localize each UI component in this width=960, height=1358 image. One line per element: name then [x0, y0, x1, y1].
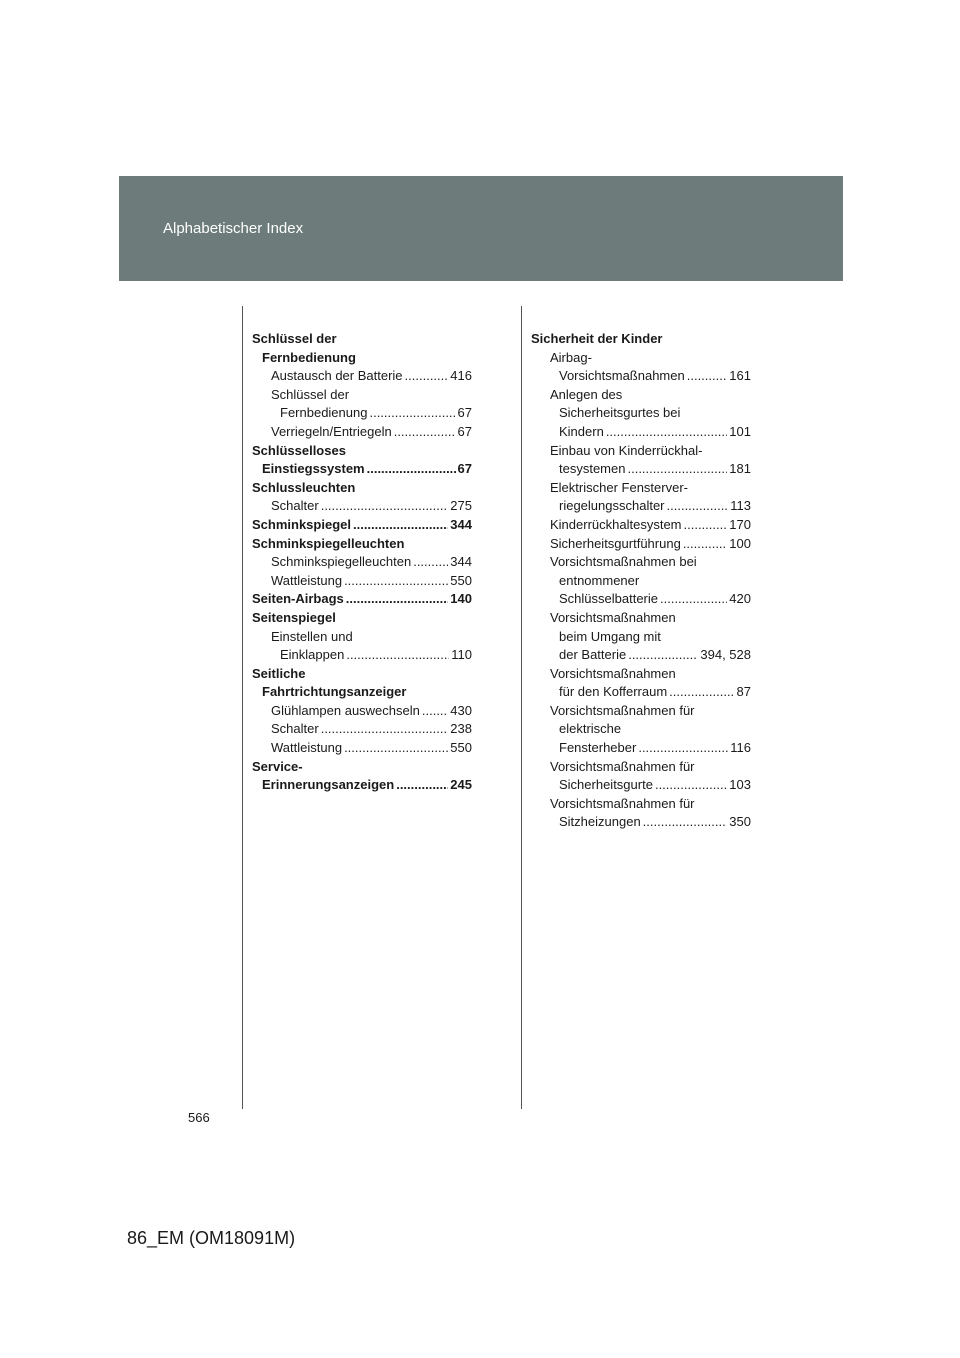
index-entry	[252, 758, 472, 777]
right-column-rule	[521, 306, 522, 1109]
index-entry-term: Anlegen des	[550, 386, 623, 402]
dot-leader	[394, 423, 456, 442]
index-entry	[531, 590, 751, 609]
index-entry-term: Service-	[252, 758, 303, 774]
index-entry-term: Elektrischer Fensterver-	[550, 479, 688, 495]
index-entry-term: Einbau von Kinderrückhal-	[550, 442, 703, 458]
index-entry-term: Verriegeln/Entriegeln	[271, 423, 392, 439]
index-entry	[252, 646, 472, 665]
index-entry	[252, 739, 472, 758]
index-entry-term: Vorsichtsmaßnahmen für	[550, 758, 695, 774]
index-entry	[531, 330, 751, 349]
index-entry-page: 430	[450, 702, 472, 718]
index-entry-term: Einstellen und	[271, 628, 353, 644]
index-entry	[531, 442, 751, 461]
index-entry-page: 550	[450, 572, 472, 588]
index-entry-term: Schminkspiegelleuchten	[271, 554, 412, 570]
index-entry	[531, 628, 751, 647]
index-entry-page: 245	[450, 777, 472, 793]
index-entry-term: Vorsichtsmaßnahmen für	[550, 702, 695, 718]
index-column-left	[252, 330, 472, 795]
index-entry	[531, 497, 751, 516]
index-entry-page: 550	[450, 740, 472, 756]
index-entry-page: 67	[457, 461, 472, 477]
section-title: Alphabetischer Index	[163, 220, 304, 237]
index-entry-term: Schlüsselloses	[252, 442, 346, 458]
page-number: 566	[188, 1110, 210, 1125]
dot-leader	[627, 460, 727, 479]
dot-leader	[687, 367, 728, 386]
index-entry-term: Einklappen	[280, 647, 345, 663]
index-entry-page: 101	[729, 423, 751, 439]
index-entry	[531, 646, 751, 665]
dot-leader	[628, 646, 698, 665]
index-entry-page: 110	[451, 647, 472, 663]
index-entry	[531, 795, 751, 814]
index-entry	[531, 609, 751, 628]
dot-leader	[321, 720, 449, 739]
index-entry	[531, 702, 751, 721]
index-entry-page: 113	[730, 498, 751, 514]
index-entry	[252, 367, 472, 386]
index-entry	[252, 497, 472, 516]
dot-leader	[321, 497, 449, 516]
index-entry-page: 344	[450, 554, 472, 570]
index-entry	[252, 702, 472, 721]
index-entry-page: 103	[729, 777, 751, 793]
index-entry	[252, 683, 472, 702]
index-entry-term: Glühlampen auswechseln	[271, 702, 420, 718]
dot-leader	[353, 516, 448, 535]
index-entry-term: Austausch der Batterie	[271, 368, 403, 384]
index-entry-page: 161	[729, 368, 751, 384]
dot-leader	[643, 813, 728, 832]
index-entry	[252, 628, 472, 647]
index-entry	[531, 404, 751, 423]
index-entry	[531, 349, 751, 368]
index-entry-term: Schminkspiegel	[252, 516, 351, 532]
index-entry-term: Sicherheitsgurtes bei	[559, 405, 681, 421]
dot-leader	[367, 460, 456, 479]
dot-leader	[344, 739, 448, 758]
dot-leader	[683, 535, 727, 554]
section-header-band	[119, 176, 843, 281]
dot-leader	[346, 590, 449, 609]
index-entry-term: Fernbedienung	[280, 405, 368, 421]
index-entry-term: tesystemen	[559, 461, 626, 477]
index-entry-term: Fensterheber	[559, 740, 637, 756]
index-entry	[531, 460, 751, 479]
index-entry-term: Schlussleuchten	[252, 479, 356, 495]
index-entry	[531, 516, 751, 535]
index-entry	[531, 813, 751, 832]
index-entry-term: Schminkspiegelleuchten	[252, 535, 405, 551]
index-entry-term: beim Umgang mit	[559, 628, 661, 644]
index-entry-term: Wattleistung	[271, 572, 343, 588]
index-entry-page: 67	[457, 423, 472, 439]
index-entry	[531, 665, 751, 684]
dot-leader	[369, 404, 455, 423]
index-entry	[531, 776, 751, 795]
document-code: 86_EM (OM18091M)	[127, 1228, 296, 1248]
index-entry	[531, 683, 751, 702]
index-entry	[531, 423, 751, 442]
index-entry-page: 140	[450, 591, 472, 607]
dot-leader	[344, 572, 448, 591]
index-entry-term: elektrische	[559, 721, 622, 737]
index-entry-page: 116	[730, 740, 751, 756]
index-entry	[252, 330, 472, 349]
index-entry	[531, 572, 751, 591]
index-entry-term: Sicherheitsgurtführung	[550, 535, 681, 551]
index-entry	[252, 553, 472, 572]
index-entry-page: 420	[729, 591, 751, 607]
index-entry-term: Schalter	[271, 498, 319, 514]
index-entry-term: für den Kofferraum	[559, 684, 668, 700]
index-entry-page: 344	[450, 516, 472, 532]
index-entry-page: 394, 528	[700, 647, 751, 663]
index-entry-page: 87	[736, 684, 751, 700]
index-entry-term: Seitliche	[252, 665, 306, 681]
index-entry-term: Schlüssel der	[252, 331, 337, 346]
index-entry-term: Fernbedienung	[262, 349, 356, 365]
index-entry	[531, 386, 751, 405]
index-entry-term: Vorsichtsmaßnahmen	[550, 665, 676, 681]
index-entry-page: 100	[729, 535, 751, 551]
index-entry-term: Einstiegssystem	[262, 461, 365, 477]
index-entry	[531, 720, 751, 739]
index-column-right	[531, 330, 751, 832]
index-entry-term: Seitenspiegel	[252, 609, 336, 625]
index-entry-term: Erinnerungsanzeigen	[262, 777, 395, 793]
index-entry-term: Sitzheizungen	[559, 814, 641, 830]
index-entry-term: der Batterie	[559, 647, 627, 663]
index-entry-term: Vorsichtsmaßnahmen	[559, 368, 685, 384]
dot-leader	[396, 776, 448, 795]
dot-leader	[606, 423, 727, 442]
index-entry	[252, 386, 472, 405]
dot-leader	[669, 683, 734, 702]
dot-leader	[405, 367, 449, 386]
index-entry	[252, 442, 472, 461]
index-entry	[252, 349, 472, 368]
index-entry-page: 275	[450, 498, 472, 514]
dot-leader	[660, 590, 727, 609]
index-entry	[252, 572, 472, 591]
index-entry	[252, 665, 472, 684]
index-entry-term: riegelungsschalter	[559, 498, 665, 514]
index-entry	[252, 404, 472, 423]
left-column-rule	[242, 306, 243, 1109]
dot-leader	[413, 553, 448, 572]
index-entry-term: Fahrtrichtungsanzeiger	[262, 684, 407, 700]
index-entry	[252, 516, 472, 535]
index-entry-term: Schlüsselbatterie	[559, 591, 658, 607]
index-entry	[252, 423, 472, 442]
index-entry	[252, 479, 472, 498]
index-entry-page: 181	[729, 461, 751, 477]
index-entry-term: Seiten-Airbags	[252, 591, 344, 607]
index-entry	[531, 758, 751, 777]
index-entry-term: Kindern	[559, 423, 604, 439]
dot-leader	[684, 516, 728, 535]
index-entry-term: Wattleistung	[271, 740, 343, 756]
index-entry	[252, 720, 472, 739]
index-entry	[531, 479, 751, 498]
dot-leader	[667, 497, 729, 516]
index-entry-term: Schlüssel der	[271, 386, 350, 402]
dot-leader	[655, 776, 727, 795]
index-entry-page: 170	[729, 516, 751, 532]
index-entry-page: 416	[450, 368, 472, 384]
index-entry-term: Kinderrückhaltesystem	[550, 516, 682, 532]
index-entry-term: Vorsichtsmaßnahmen bei	[550, 554, 697, 570]
index-entry-page: 350	[729, 814, 751, 830]
index-entry-term: Vorsichtsmaßnahmen	[550, 609, 676, 625]
index-entry	[252, 590, 472, 609]
index-entry	[252, 460, 472, 479]
index-entry-term: Airbag-	[550, 349, 592, 365]
index-entry	[252, 776, 472, 795]
index-entry-page: 67	[457, 405, 472, 421]
index-entry	[531, 367, 751, 386]
index-entry-page: 238	[450, 721, 472, 737]
index-entry-term: Sicherheitsgurte	[559, 777, 653, 793]
index-entry	[531, 553, 751, 572]
index-entry-term: entnommener	[559, 572, 640, 588]
index-entry-term: Schalter	[271, 721, 319, 737]
dot-leader	[638, 739, 728, 758]
dot-leader	[422, 702, 448, 721]
index-entry	[531, 739, 751, 758]
index-entry	[531, 535, 751, 554]
index-entry-term: Sicherheit der Kinder	[531, 331, 663, 346]
index-entry	[252, 609, 472, 628]
index-entry	[252, 535, 472, 554]
index-entry-term: Vorsichtsmaßnahmen für	[550, 795, 695, 811]
dot-leader	[346, 646, 449, 665]
